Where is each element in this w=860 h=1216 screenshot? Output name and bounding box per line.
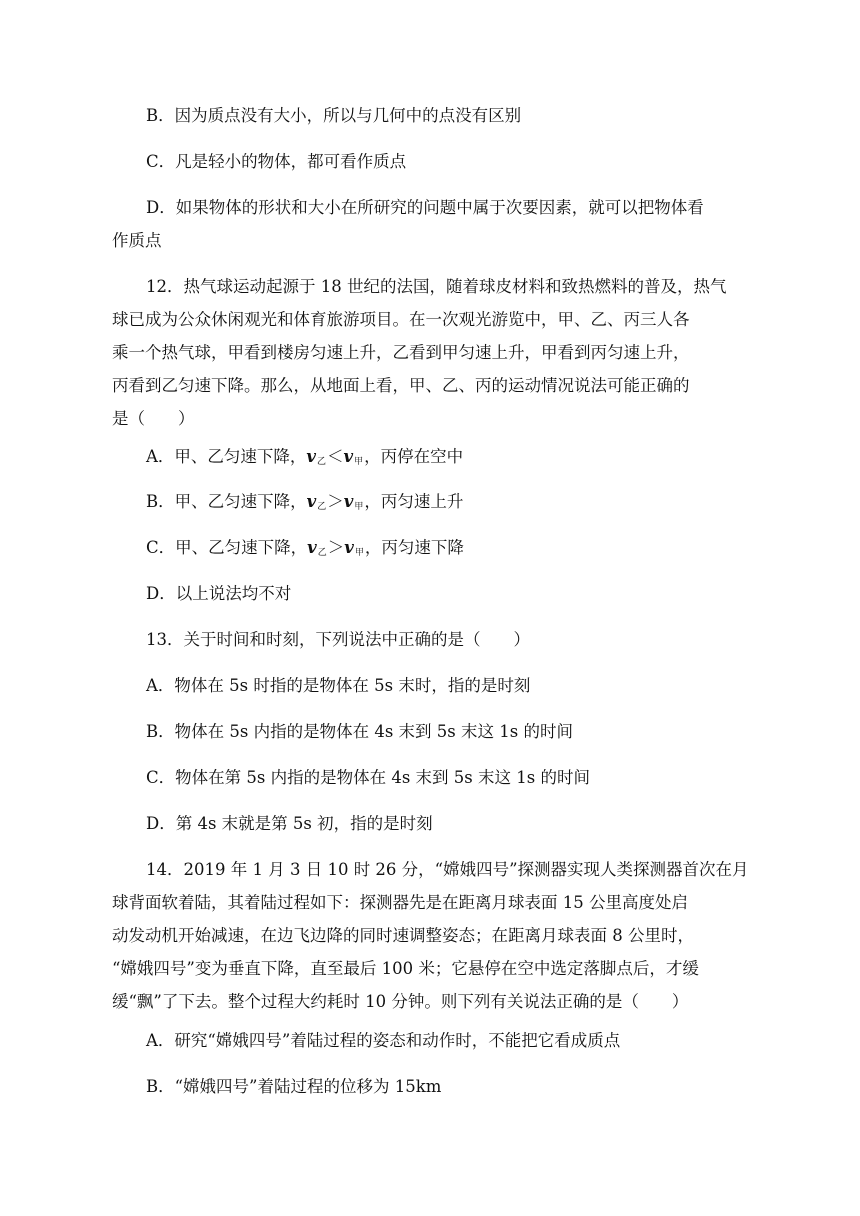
q12-stem-line1: 12．热气球运动起源于 18 世纪的法国，随着球皮材料和致热燃料的普及，热气 bbox=[146, 277, 727, 296]
q12-stem-line5: 是（ ） bbox=[112, 409, 195, 428]
velocity-symbol: v bbox=[306, 447, 317, 466]
q12-option-d: D．以上说法均不对 bbox=[146, 584, 292, 603]
q13-option-a: A．物体在 5s 时指的是物体在 5s 末时，指的是时刻 bbox=[146, 676, 531, 695]
q14-stem-line4: “嫦娥四号”变为垂直下降，直至最后 100 米；它悬停在空中选定落脚点后，才缓 bbox=[112, 959, 699, 978]
q13-option-c: C．物体在第 5s 内指的是物体在 4s 末到 5s 末这 1s 的时间 bbox=[146, 768, 590, 787]
q14-option-a: A．研究“嫦娥四号”着陆过程的姿态和动作时，不能把它看成质点 bbox=[146, 1031, 621, 1050]
velocity-symbol: v bbox=[344, 538, 354, 557]
velocity-symbol: v bbox=[307, 538, 317, 557]
q13-option-d: D．第 4s 末就是第 5s 初，指的是时刻 bbox=[146, 814, 433, 833]
q11-option-c: C．凡是轻小的物体，都可看作质点 bbox=[146, 152, 407, 171]
velocity-symbol: v bbox=[343, 447, 354, 466]
q12-option-a: A．甲、乙匀速下降，$v_乙<v_甲$，丙停在空中 bbox=[146, 447, 464, 467]
velocity-symbol: v bbox=[343, 492, 354, 511]
q14-stem-line2: 球背面软着陆，其着陆过程如下：探测器先是在距离月球表面 15 公里高度处启 bbox=[112, 893, 688, 912]
q14-stem-line3: 动发动机开始减速，在边飞边降的同时速调整姿态；在距离月球表面 8 公里时， bbox=[112, 926, 694, 945]
q12-stem-line2: 球已成为公众休闲观光和体育旅游项目。在一次观光游览中，甲、乙、丙三人各 bbox=[112, 310, 690, 329]
q14-stem-line5: 缓“飘”了下去。整个过程大约耗时 10 分钟。则下列有关说法正确的是（ ） bbox=[112, 992, 689, 1011]
q12-stem-line4: 丙看到乙匀速下降。那么，从地面上看，甲、乙、丙的运动情况说法可能正确的 bbox=[112, 376, 690, 395]
q13-stem: 13．关于时间和时刻，下列说法中正确的是（ ） bbox=[146, 630, 530, 649]
q12-option-b: B．甲、乙匀速下降，$v_乙>v_甲$，丙匀速上升 bbox=[146, 492, 464, 512]
q12-option-c: C．甲、乙匀速下降，$v_乙>v_甲$，丙匀速下降 bbox=[146, 538, 464, 558]
q11-option-d-line1: D．如果物体的形状和大小在所研究的问题中属于次要因素，就可以把物体看 bbox=[146, 198, 704, 217]
q13-option-b: B．物体在 5s 内指的是物体在 4s 末到 5s 末这 1s 的时间 bbox=[146, 722, 573, 741]
q11-option-d-line2: 作质点 bbox=[112, 231, 162, 250]
velocity-symbol: v bbox=[306, 492, 317, 511]
q14-stem-line1: 14．2019 年 1 月 3 日 10 时 26 分，“嫦娥四号”探测器实现人类探测器首次在月 bbox=[146, 860, 749, 879]
q12-stem-line3: 乘一个热气球，甲看到楼房匀速上升，乙看到甲匀速上升，甲看到丙匀速上升， bbox=[112, 343, 690, 362]
q14-option-b: B．“嫦娥四号”着陆过程的位移为 15km bbox=[146, 1077, 442, 1096]
q11-option-b: B．因为质点没有大小，所以与几何中的点没有区别 bbox=[146, 106, 522, 125]
